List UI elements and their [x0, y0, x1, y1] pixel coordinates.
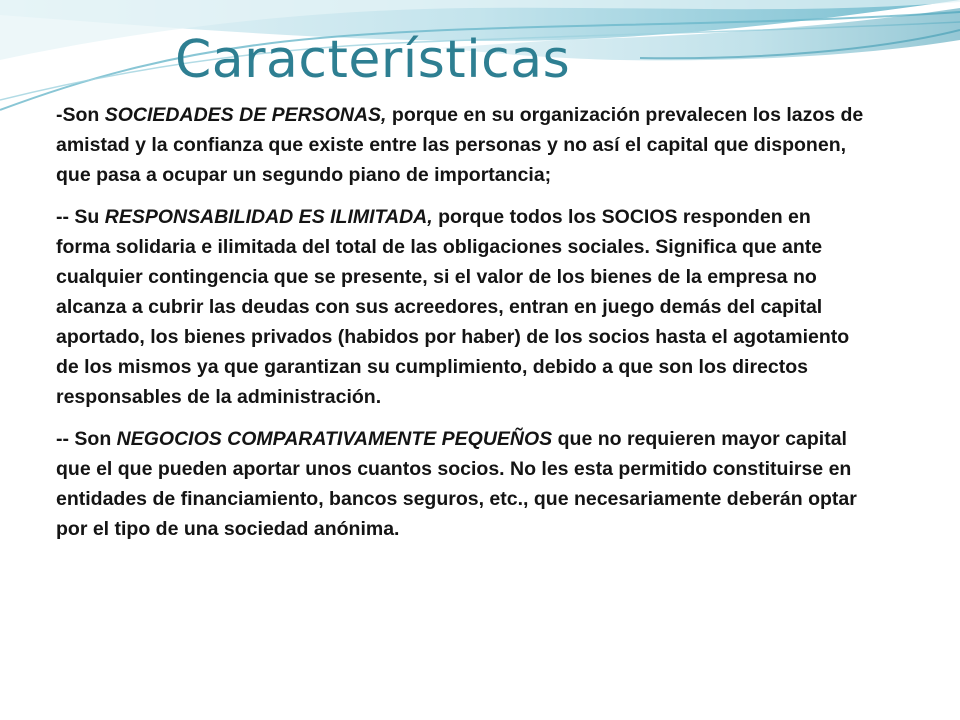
slide-body	[56, 100, 864, 556]
paragraph-text: porque en su organización prevalecen los lazos de amistad y la confianza que existe entre las personas y no así el capital que disponen, que pasa a ocupar un segundo piano de importancia;	[56, 104, 864, 186]
paragraph-prefix: -- Su	[56, 206, 105, 228]
paragraph-prefix: -Son	[56, 104, 105, 126]
paragraph-prefix: -- Son	[56, 428, 117, 450]
paragraph-text: que no requieren mayor capital que el que pueden aportar unos cuantos socios. No les esta permitido constituirse en entidades de financiamiento, bancos seguros, etc., que necesariamente deberán optar por el tipo de una sociedad anónima.	[56, 428, 857, 540]
paragraph-emphasis: SOCIEDADES DE PERSONAS,	[104, 104, 387, 126]
paragraph-sociedades-de-personas	[56, 100, 864, 190]
paragraph-emphasis: RESPONSABILIDAD ES ILIMITADA,	[104, 206, 433, 228]
paragraph-responsabilidad-ilimitada	[56, 202, 864, 412]
paragraph-text: porque todos los SOCIOS responden en forma solidaria e ilimitada del total de las obligaciones sociales. Significa que ante cualquier contingencia que se presente, si el valor de los bienes de la empresa no alcanza a cubrir las deudas con sus acreedores, entran en juego demás del capital aportado, los bienes privados (habidos por haber) de los socios hasta el agotamiento de los mismos ya que garantizan su cumplimiento, debido a que son los directos responsables de la administración.	[56, 206, 850, 408]
slide-title: Características	[175, 30, 571, 90]
paragraph-emphasis: NEGOCIOS COMPARATIVAMENTE PEQUEÑOS	[116, 428, 553, 450]
paragraph-negocios-pequenos	[56, 424, 864, 544]
